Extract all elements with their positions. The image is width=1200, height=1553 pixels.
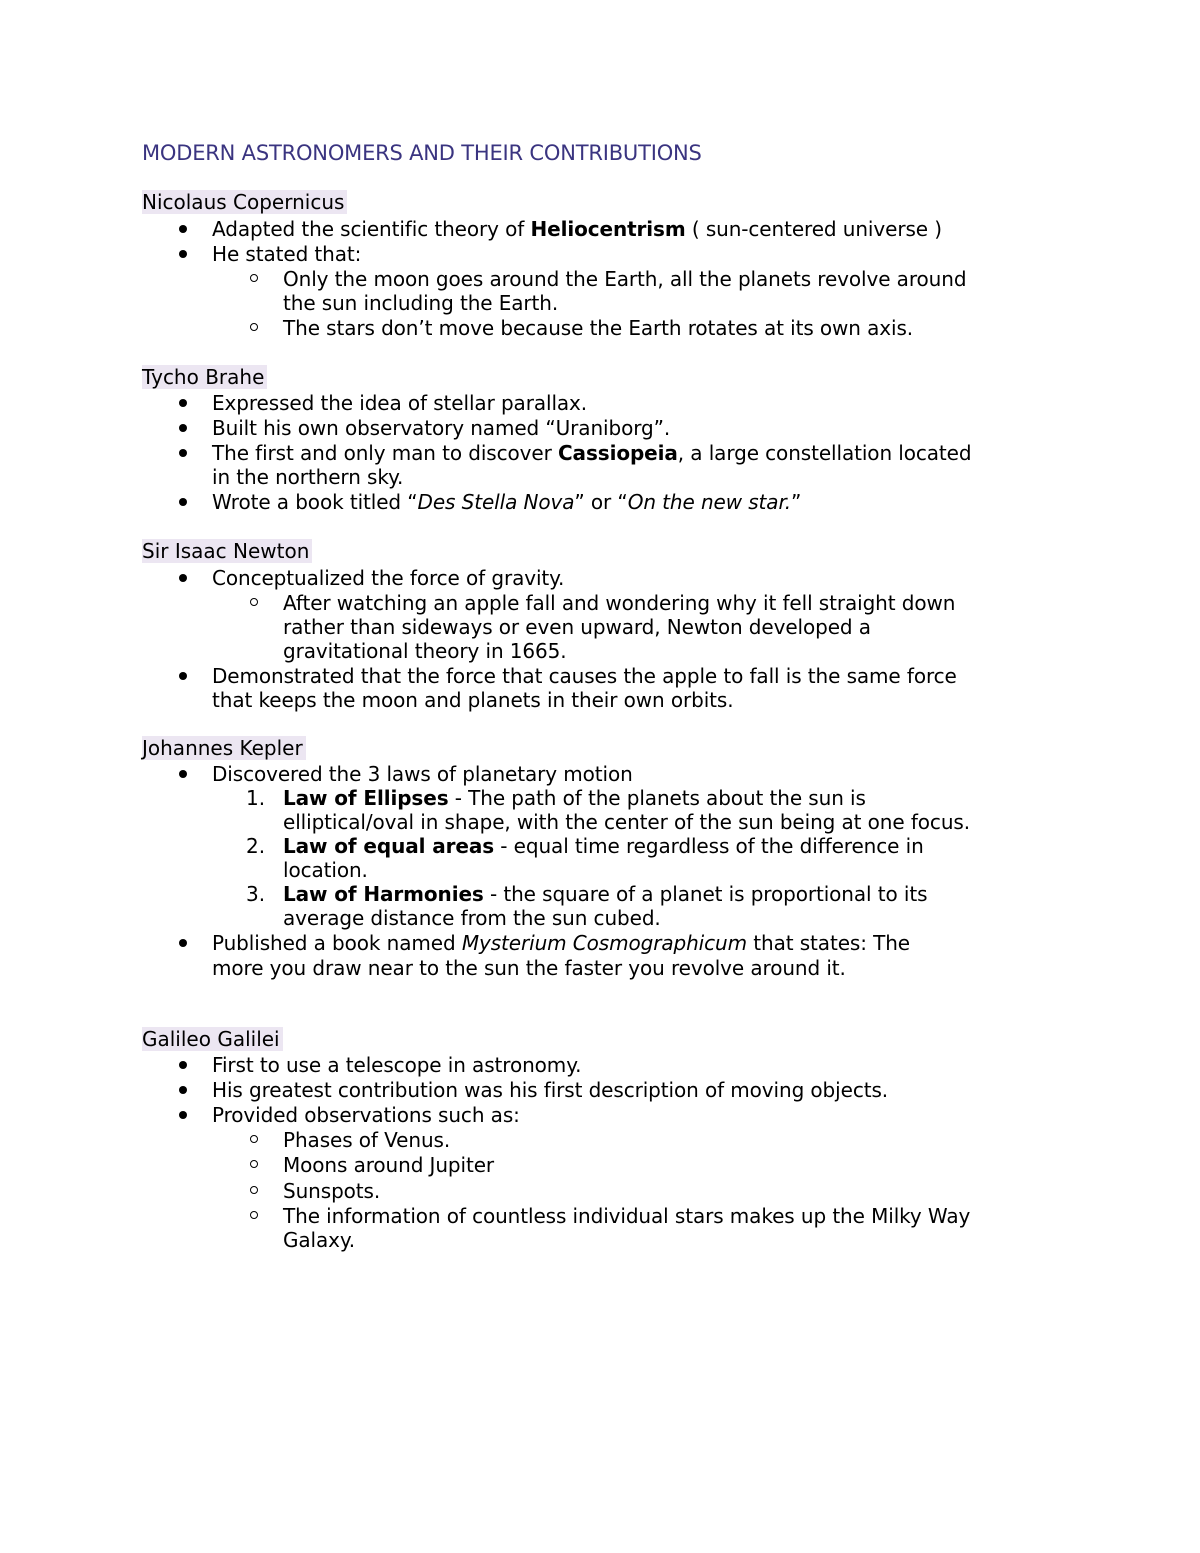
kepler-law-1-line-2: elliptical/oval in shape, with the center of the sun being at one focus.: [283, 810, 970, 834]
newton-sub-1-line-2: rather than sideways or even upward, Newton developed a: [283, 615, 871, 639]
newton-bullet-2-line-2: that keeps the moon and planets in their own orbits.: [212, 688, 734, 712]
brahe-bullet-3: The first and only man to discover Cassiopeia, a large constellation located: [212, 441, 972, 465]
brahe-bullet-3-line-2: in the northern sky.: [212, 465, 404, 489]
copernicus-bullet-1: Adapted the scientific theory of Heliocentrism ( sun-centered universe ): [212, 217, 942, 241]
kepler-law-3-line-2: average distance from the sun cubed.: [283, 906, 661, 930]
bullet-dot: [179, 1061, 187, 1069]
bullet-dot: [179, 498, 187, 506]
copernicus-sub-1-line-2: the sun including the Earth.: [283, 291, 559, 315]
galileo-sub-4-line-1: The information of countless individual stars makes up the Milky Way: [283, 1204, 971, 1228]
kepler-bullet-1: Discovered the 3 laws of planetary motion: [212, 762, 633, 786]
heading-newton: Sir Isaac Newton: [142, 539, 312, 563]
bullet-dot: [179, 449, 187, 457]
brahe-bullet-2: Built his own observatory named “Uraniborg”.: [212, 416, 671, 440]
copernicus-bullet-2: He stated that:: [212, 242, 362, 266]
bullet-dot: [179, 250, 187, 258]
kepler-law-2: Law of equal areas - equal time regardless of the difference in: [283, 834, 924, 858]
bullet-dot: [179, 399, 187, 407]
sub-bullet-circle: [250, 323, 258, 331]
page-title: MODERN ASTRONOMERS AND THEIR CONTRIBUTIONS: [142, 141, 702, 165]
sub-bullet-circle: [250, 598, 258, 606]
kepler-law-3: Law of Harmonies - the square of a planet is proportional to its: [283, 882, 928, 906]
kepler-bullet-2-line-2: more you draw near to the sun the faster you revolve around it.: [212, 956, 846, 980]
sub-bullet-circle: [250, 1160, 258, 1168]
galileo-sub-1: Phases of Venus.: [283, 1128, 451, 1152]
heading-copernicus: Nicolaus Copernicus: [142, 190, 347, 214]
heading-brahe: Tycho Brahe: [142, 365, 267, 389]
bullet-dot: [179, 225, 187, 233]
galileo-bullet-3: Provided observations such as:: [212, 1103, 520, 1127]
galileo-sub-4-line-2: Galaxy.: [283, 1228, 356, 1252]
kepler-bullet-2: Published a book named Mysterium Cosmographicum that states: The: [212, 931, 911, 955]
kepler-law-3-number: 3.: [246, 882, 266, 906]
brahe-bullet-1: Expressed the idea of stellar parallax.: [212, 391, 588, 415]
kepler-law-1-number: 1.: [246, 786, 266, 810]
newton-bullet-2-line-1: Demonstrated that the force that causes the apple to fall is the same force: [212, 664, 957, 688]
bullet-dot: [179, 1111, 187, 1119]
heading-galileo: Galileo Galilei: [142, 1027, 283, 1051]
copernicus-sub-2: The stars don’t move because the Earth rotates at its own axis.: [283, 316, 914, 340]
sub-bullet-circle: [250, 1211, 258, 1219]
kepler-law-1: Law of Ellipses - The path of the planets about the sun is: [283, 786, 866, 810]
galileo-sub-2: Moons around Jupiter: [283, 1153, 495, 1177]
sub-bullet-circle: [250, 274, 258, 282]
kepler-law-2-line-2: location.: [283, 858, 368, 882]
heading-kepler: Johannes Kepler: [142, 736, 306, 760]
kepler-law-2-number: 2.: [246, 834, 266, 858]
bullet-dot: [179, 939, 187, 947]
sub-bullet-circle: [250, 1186, 258, 1194]
galileo-bullet-2: His greatest contribution was his first description of moving objects.: [212, 1078, 889, 1102]
newton-bullet-1: Conceptualized the force of gravity.: [212, 566, 565, 590]
brahe-bullet-4: Wrote a book titled “Des Stella Nova” or “On the new star.”: [212, 490, 802, 514]
galileo-sub-3: Sunspots.: [283, 1179, 381, 1203]
bullet-dot: [179, 672, 187, 680]
sub-bullet-circle: [250, 1135, 258, 1143]
galileo-bullet-1: First to use a telescope in astronomy.: [212, 1053, 582, 1077]
bullet-dot: [179, 1086, 187, 1094]
bullet-dot: [179, 424, 187, 432]
bullet-dot: [179, 574, 187, 582]
bullet-dot: [179, 770, 187, 778]
newton-sub-1-line-3: gravitational theory in 1665.: [283, 639, 567, 663]
copernicus-sub-1-line-1: Only the moon goes around the Earth, all the planets revolve around: [283, 267, 967, 291]
newton-sub-1-line-1: After watching an apple fall and wondering why it fell straight down: [283, 591, 956, 615]
